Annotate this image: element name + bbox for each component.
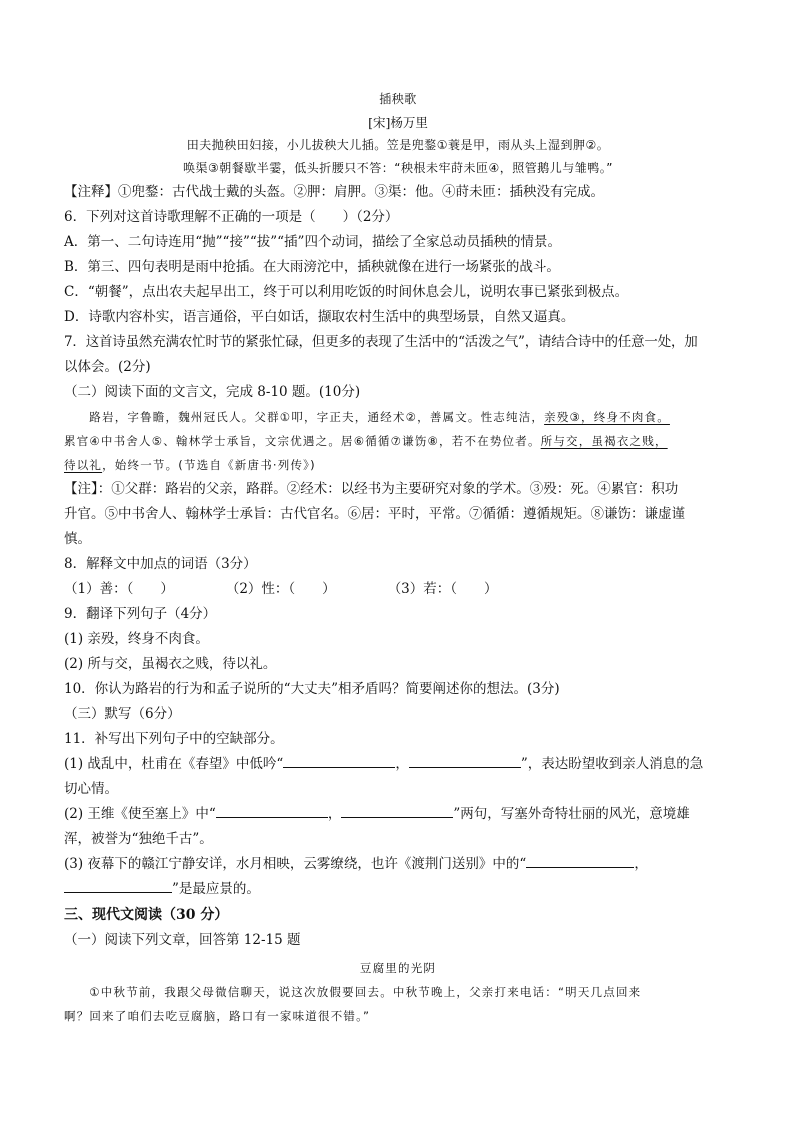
q9-sentence-1: (1) 亲殁，终身不肉食。 <box>64 631 209 647</box>
q11-stem: 11．补写出下列句子中的空缺部分。 <box>64 731 284 747</box>
q8-item-3: （3）若：（ ） <box>387 581 498 597</box>
passage-note-2: 升官。⑤中书舍人、翰林学士承旨：古代官名。⑥居：平时，平常。⑦循循：遵循规矩。⑧谦饬：谦虚谨 <box>64 506 685 522</box>
article-paragraph-1-cont: 啊？回来了咱们去吃豆腐脑，路口有一家味道很不错。” <box>64 1009 371 1023</box>
q8-stem: 8．解释文中加点的词语（3分） <box>64 556 257 572</box>
q8-item-2: （2）性：（ ） <box>225 581 336 597</box>
part2-heading: （二）阅读下面的文言文，完成 8-10 题。(10分) <box>64 384 361 400</box>
passage-note-3: 慎。 <box>64 531 91 547</box>
classical-passage-line-2 <box>64 429 732 453</box>
q6-option-c: C．“朝餐”，点出农夫起早出工，终于可以利用吃饭的时间休息会儿，说明农事已紧张到极点。 <box>64 284 629 300</box>
q6-stem: 6．下列对这首诗歌理解不正确的一项是（ ）（2分） <box>64 209 399 225</box>
q7-line-1: 7．这首诗虽然充满农忙时节的紧张忙碌，但更多的表现了生活中的“活泼之气”，请结合诗中的任意一处，加 <box>64 334 698 350</box>
blank-separator: ， <box>395 756 409 772</box>
classical-passage-line-1 <box>64 405 732 429</box>
poem-title: 插秧歌 <box>379 92 417 106</box>
q7-line-2: 以体会。(2分) <box>64 359 151 375</box>
part3-heading: （三）默写（6分） <box>64 706 181 722</box>
answer-blank[interactable] <box>526 853 634 868</box>
article-title: 豆腐里的光阴 <box>359 961 437 975</box>
q9-stem: 9．翻译下列句子（4分） <box>64 606 217 622</box>
q10-stem: 10．你认为路岩的行为和孟子说所的“大丈夫”相矛盾吗？简要阐述你的想法。(3分) <box>64 681 560 697</box>
poem-line-2: 唤渠③朝餐歇半霎，低头折腰只不答：“秧根未牢莳未匝④，照管鹅儿与雏鸭。” <box>183 161 613 175</box>
q6-option-d: D．诗歌内容朴实，语言通俗，平白如话，撷取农村生活中的典型场景，自然又逼真。 <box>64 309 575 325</box>
q11-item-3-text: ”是最应景的。 <box>172 881 260 897</box>
passage-text: ，始终一节。(节选自《新唐书·列传》) <box>102 458 316 472</box>
q9-sentence-2: (2) 所与交，虽褐衣之贱，待以礼。 <box>64 656 277 672</box>
q11-item-2-cont: 浑，被誉为“独绝千古”。 <box>64 831 213 847</box>
passage-note-1: 【注】：①父群：路岩的父亲，路群。②经术：以经书为主要研究对象的学术。③殁：死。④累官：积功 <box>64 481 679 497</box>
article-paragraph-1: ①中秋节前，我跟父母微信聊天，说这次放假要回去。中秋节晚上，父亲打来电话：“明天几点回来 <box>89 985 642 999</box>
passage-underlined: 所与交，虽褐衣之贱， <box>540 434 668 448</box>
exam-page <box>64 88 732 1028</box>
answer-blank[interactable] <box>64 878 172 893</box>
q11-item-3 <box>64 852 732 877</box>
q6-option-a: A．第一、二句诗连用“抛”“接”“拔”“插”四个动词，描绘了全家总动员插秧的情景。 <box>64 234 561 250</box>
q11-item-3-cont <box>64 877 732 902</box>
q11-item-1 <box>64 752 732 777</box>
q11-item-1-cont: 切心情。 <box>64 781 118 797</box>
q8-items <box>64 577 732 602</box>
passage-underlined: 待以礼 <box>64 458 103 472</box>
q11-item-3-text: (3) 夜幕下的赣江宁静安详，水月相映，云雾缭绕，也许《渡荆门送别》中的“ <box>64 856 527 872</box>
passage-text: 累官④中书舍人⑤、翰林学士承旨，文宗优遇之。居⑥循循⑦谦饬⑧，若不在势位者。 <box>64 434 541 448</box>
q6-option-b: B．第三、四句表明是雨中抢插。在大雨滂沱中，插秧就像在进行一场紧张的战斗。 <box>64 259 560 275</box>
q11-item-1-text: (1) 战乱中，杜甫在《春望》中低吟“ <box>64 756 284 772</box>
passage-text: 路岩，字鲁瞻，魏州冠氏人。父群①叩，字正夫，通经术②，善属文。性志纯洁， <box>89 410 545 424</box>
q11-item-2-text: ”两句，写塞外奇特壮丽的风光，意境雄 <box>453 806 690 822</box>
section-3-heading: 三、现代文阅读（30 分） <box>64 907 229 923</box>
poem-note: 【注释】①兜鍪：古代战士戴的头盔。②胛：肩胛。③渠：他。④莳未匝：插秧没有完成。 <box>64 184 604 200</box>
answer-blank[interactable] <box>216 803 328 818</box>
q11-item-1-text: ”，表达盼望收到亲人消息的急 <box>520 756 704 772</box>
answer-blank[interactable] <box>409 753 521 768</box>
poem-line-1: 田夫抛秧田妇接，小儿拔秧大儿插。笠是兜鍪①蓑是甲，雨从头上湿到胛②。 <box>186 138 610 152</box>
poem-author: [宋]杨万里 <box>368 115 428 130</box>
answer-blank[interactable] <box>283 753 395 768</box>
section-3-subheading: （一）阅读下列文章，回答第 12-15 题 <box>64 932 301 948</box>
blank-separator: ， <box>327 806 342 822</box>
classical-passage-line-3 <box>64 453 732 477</box>
q11-item-2-text: (2) 王维《使至塞上》中“ <box>64 806 216 822</box>
answer-blank[interactable] <box>341 803 453 818</box>
q11-item-2 <box>64 802 732 827</box>
passage-underlined: 亲殁③，终身不肉食。 <box>544 410 670 424</box>
blank-separator: ， <box>634 856 648 872</box>
q8-item-1: （1）善：（ ） <box>64 581 174 597</box>
